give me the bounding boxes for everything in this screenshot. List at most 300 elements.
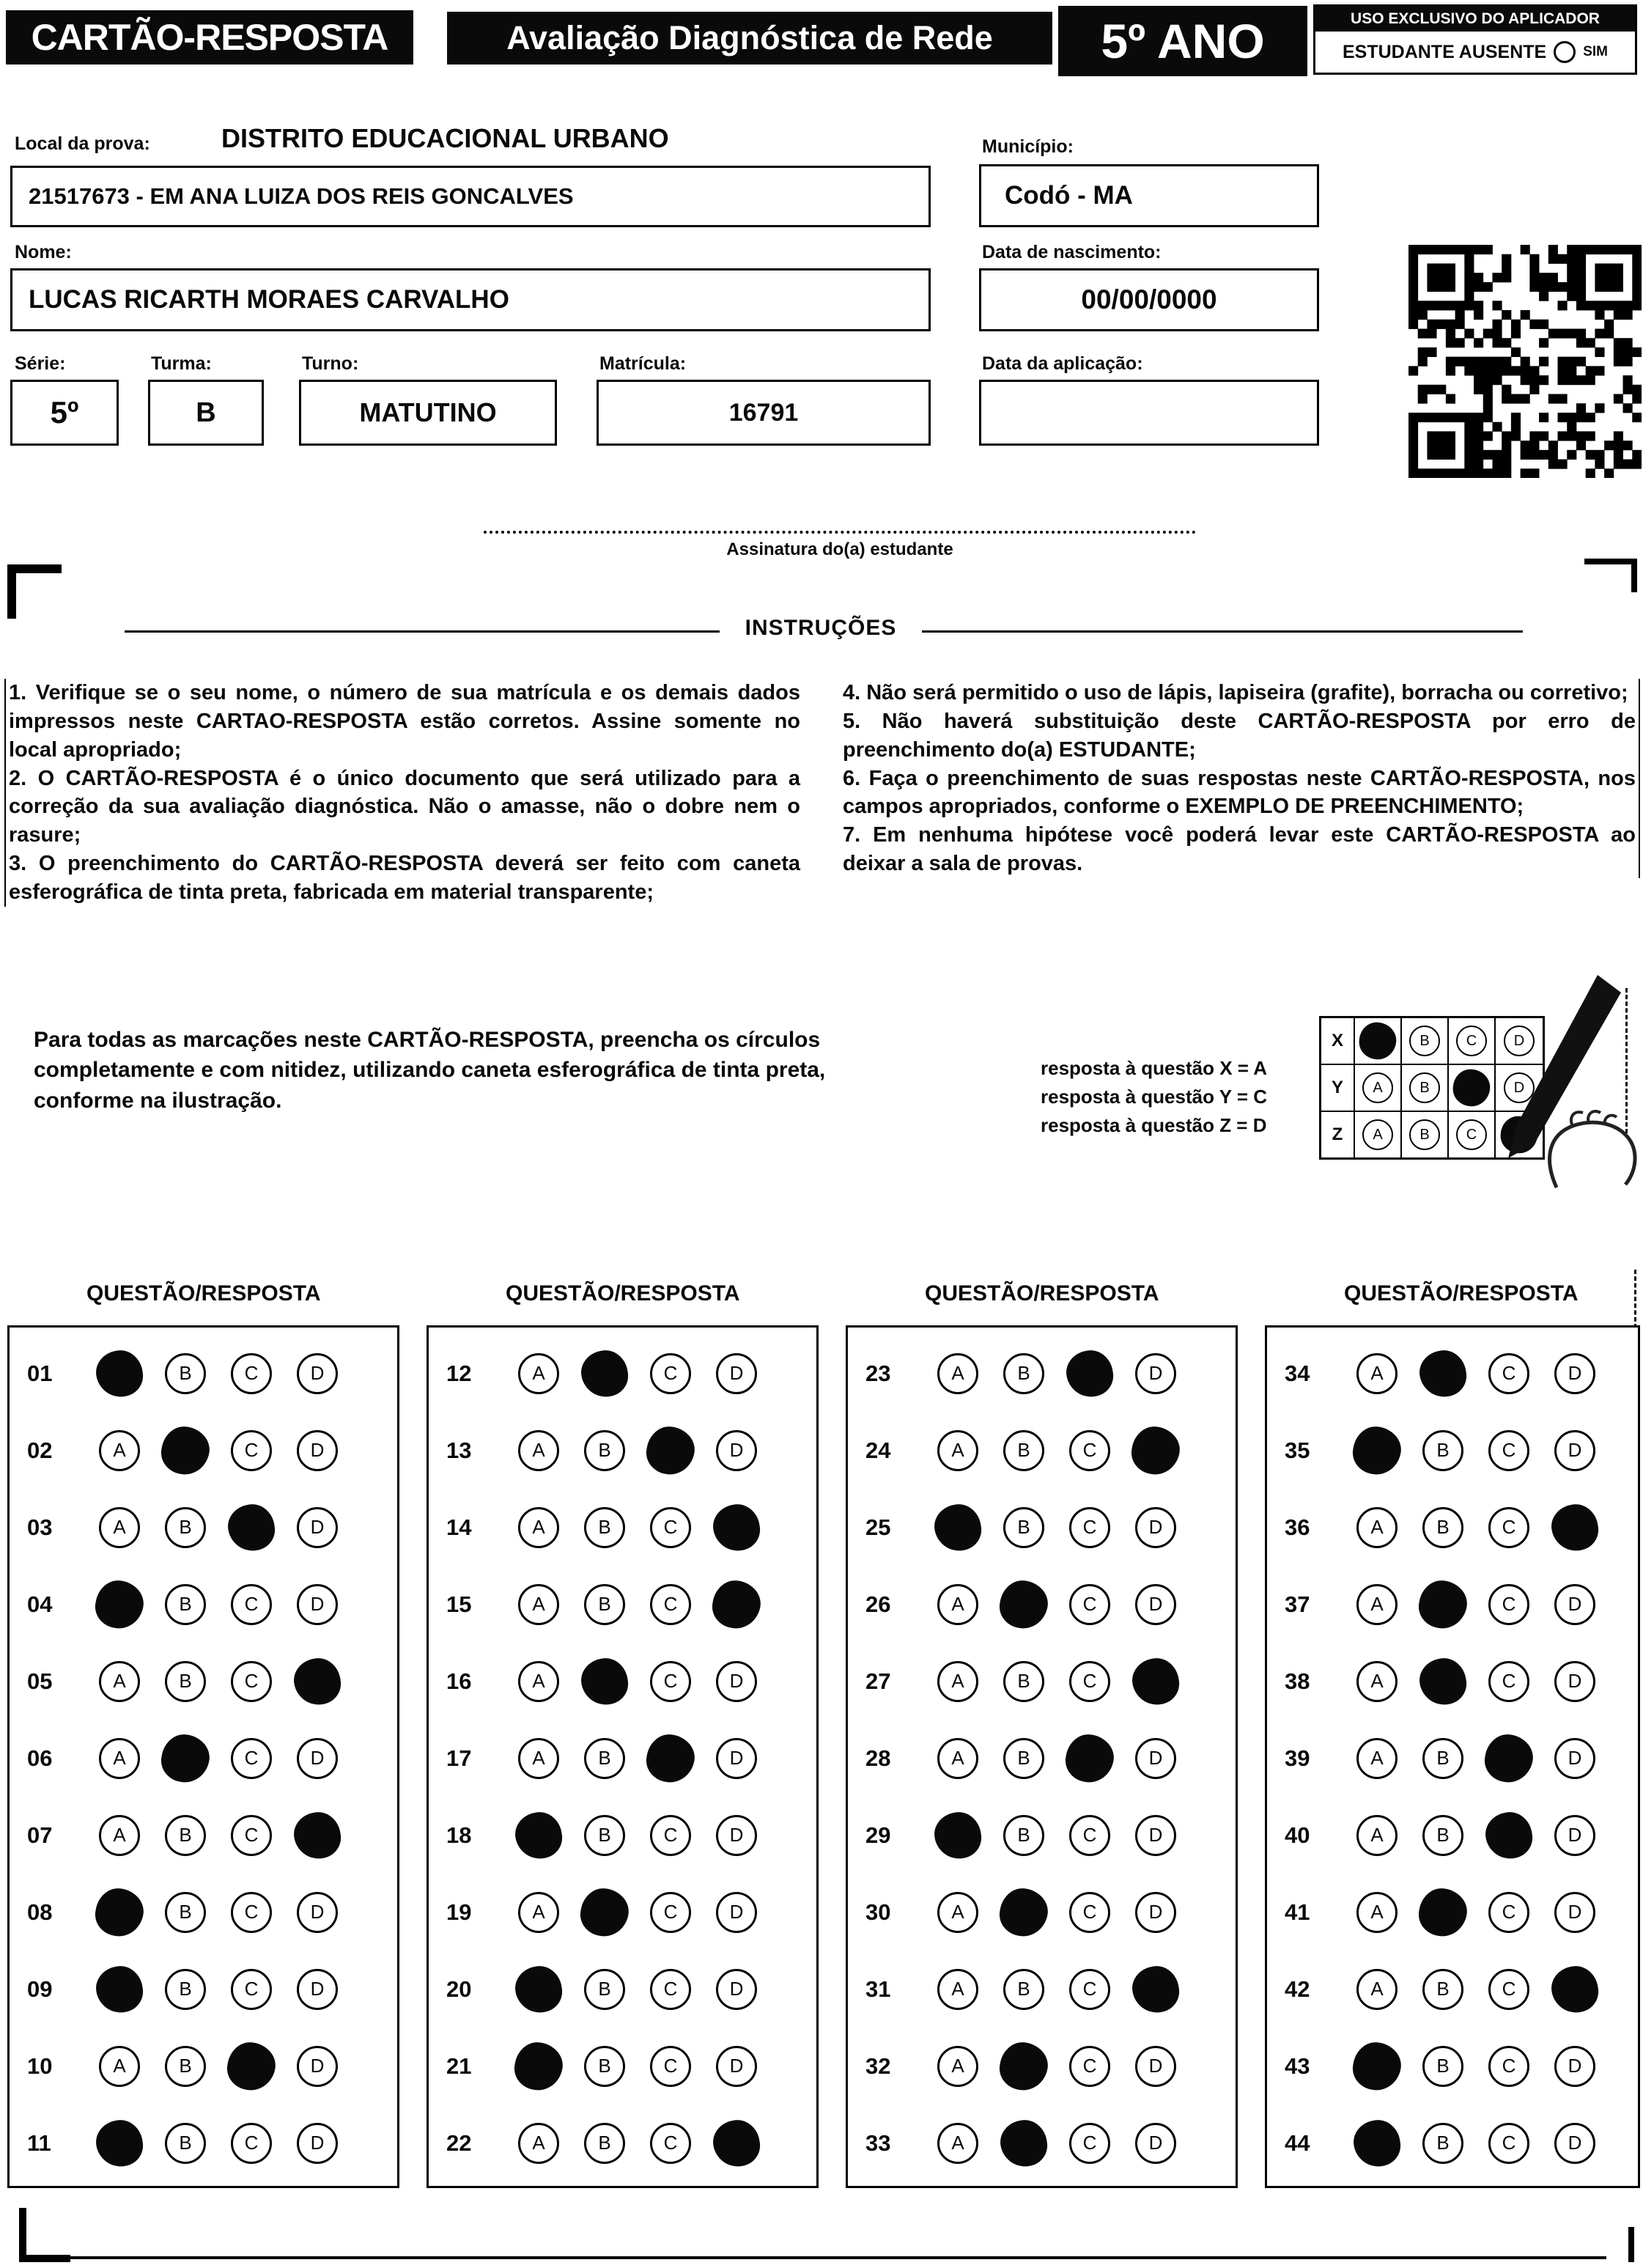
bubble-A[interactable]: A [1356,1661,1398,1702]
answer-row [10,1412,397,1489]
example-bubble-B: B [1409,1072,1440,1103]
instruction-item: 5. Não haverá substituição deste CARTÃO-RESPOSTA por erro de preenchimento do(a) ESTUDANTE; [843,709,1636,762]
answer-row [848,1797,1236,1874]
bubble-D[interactable]: D [1135,1584,1176,1625]
bubble-A[interactable]: A [99,1815,140,1856]
answer-row [10,1566,397,1643]
question-number: 09 [27,1976,53,2002]
question-number: 13 [446,1437,472,1463]
example-bubble-D: D [1504,1072,1535,1103]
example-cell [1402,1065,1449,1111]
bubble-D[interactable]: D [716,1353,757,1394]
instructions-title: INSTRUÇÕES [745,616,897,640]
bubble-B[interactable]: B [165,1661,206,1702]
question-number: 03 [27,1514,53,1540]
bubble-C-filled[interactable] [643,1731,698,1786]
nome-field: LUCAS RICARTH MORAES CARVALHO [10,268,931,331]
question-number: 32 [865,2052,891,2079]
bubble-B[interactable]: B [1003,1661,1044,1702]
example-bubble-B: B [1409,1119,1440,1150]
bubble-A-filled[interactable] [1349,2039,1404,2094]
bubble-D[interactable]: D [1554,2046,1595,2087]
bubble-B[interactable]: B [165,1815,206,1856]
bubble-C-filled[interactable] [1062,1731,1117,1786]
bubble-D[interactable]: D [1554,1353,1595,1394]
bubble-B[interactable]: B [1003,1738,1044,1779]
answer-row [1267,1566,1638,1643]
bubble-D[interactable]: D [297,1738,338,1779]
local-value: DISTRITO EDUCACIONAL URBANO [221,123,669,153]
bubble-A-filled[interactable] [92,1885,147,1940]
bubble-B[interactable]: B [1003,1815,1044,1856]
bubble-A[interactable]: A [937,2123,978,2164]
question-number: 30 [865,1899,891,1925]
bubble-A[interactable]: A [937,1969,978,2010]
instruction-item: 6. Faça o preenchimento de suas respostas neste CARTÃO-RESPOSTA, nos campos apropriados, conforme o EXEMPLO DE PREENCHIMENTO; [843,766,1636,819]
example-row-label: Z [1321,1112,1355,1157]
answer-row [848,2105,1236,2182]
applicator-box [1313,4,1637,75]
bubble-A[interactable]: A [937,1584,978,1625]
answer-row [429,1797,816,1874]
answer-row [848,1489,1236,1566]
bubble-B[interactable]: B [1422,1969,1463,2010]
question-number: 38 [1285,1668,1310,1694]
instructions-column-right [843,679,1640,878]
question-number: 35 [1285,1437,1310,1463]
example-cell [1355,1065,1402,1111]
bubble-C[interactable]: C [1069,1661,1110,1702]
bubble-A-filled[interactable] [93,1347,145,1399]
bubble-C[interactable]: C [650,1507,691,1548]
bubble-D[interactable]: D [716,2046,757,2087]
example-cell [1355,1018,1402,1064]
bubble-C[interactable]: C [650,1661,691,1702]
bubble-A-filled[interactable] [93,2117,145,2169]
bubble-C-filled[interactable] [1481,1731,1536,1786]
answer-row [429,1951,816,2028]
bubble-C[interactable]: C [1488,1661,1529,1702]
question-number: 40 [1285,1822,1310,1848]
question-number: 14 [446,1514,472,1540]
bubble-D[interactable]: D [297,1507,338,1548]
bubble-C[interactable]: C [231,1892,272,1933]
instruction-item: 3. O preenchimento do CARTÃO-RESPOSTA deverá ser feito com caneta esferográfica de tinta preta, fabricada em material transparente; [9,852,800,905]
bubble-B[interactable]: B [1422,1815,1463,1856]
answer-row [1267,2105,1638,2182]
bubble-D-filled[interactable] [1128,1423,1183,1478]
answer-row [848,2028,1236,2105]
bubble-A[interactable]: A [518,1507,559,1548]
bottom-border-line [64,2256,1606,2259]
bubble-B[interactable]: B [584,1430,625,1471]
bubble-B-filled[interactable] [578,1655,630,1707]
bubble-B[interactable]: B [165,1892,206,1933]
example-cell [1355,1112,1402,1157]
question-number: 29 [865,1822,891,1848]
bubble-A[interactable]: A [518,2123,559,2164]
turno-label: Turno: [302,353,359,374]
crop-mark-top-left [7,564,62,619]
bubble-A[interactable]: A [937,1353,978,1394]
question-number: 23 [865,1360,891,1386]
bubble-C[interactable]: C [231,2123,272,2164]
bubble-D[interactable]: D [297,2123,338,2164]
bubble-C[interactable]: C [650,2123,691,2164]
question-number: 11 [27,2129,51,2156]
bubble-A[interactable]: A [1356,1353,1398,1394]
answer-row [429,1720,816,1797]
bubble-D[interactable]: D [297,1892,338,1933]
question-number: 17 [446,1745,472,1771]
bubble-C[interactable]: C [650,1969,691,2010]
bubble-B[interactable]: B [1003,1507,1044,1548]
nascimento-field: 00/00/0000 [979,268,1319,331]
absent-option-label: SIM [1583,44,1609,59]
bubble-A[interactable]: A [937,1892,978,1933]
bubble-D[interactable]: D [716,1738,757,1779]
question-number: 31 [865,1976,891,2002]
bubble-A-filled[interactable] [93,1963,145,2015]
answer-row [429,2028,816,2105]
answer-row [10,1643,397,1720]
answer-grid-2 [427,1325,819,2188]
answer-row [429,1489,816,1566]
bubble-B[interactable]: B [1422,2046,1463,2087]
bubble-B[interactable]: B [165,2123,206,2164]
bubble-D[interactable]: D [1135,2046,1176,2087]
bubble-C[interactable]: C [1069,1584,1110,1625]
bubble-A[interactable]: A [99,1738,140,1779]
bubble-D[interactable]: D [716,1430,757,1471]
bubble-C[interactable]: C [1488,1353,1529,1394]
bubble-C[interactable]: C [650,1353,691,1394]
answer-grid-4 [1265,1325,1640,2188]
bubble-D[interactable]: D [297,2046,338,2087]
nome-label: Nome: [15,242,72,262]
bubble-D[interactable]: D [1554,1738,1595,1779]
bubble-A[interactable]: A [937,1738,978,1779]
school-field: 21517673 - EM ANA LUIZA DOS REIS GONCALVES [10,166,931,227]
bubble-B[interactable]: B [1422,1507,1463,1548]
bubble-A[interactable]: A [1356,1738,1398,1779]
bubble-B[interactable]: B [165,1353,206,1394]
question-number: 12 [446,1360,472,1386]
question-number: 44 [1285,2129,1310,2156]
answer-row [429,2105,816,2182]
example-bubble-D: D [1504,1026,1535,1056]
bubble-D[interactable]: D [1554,2123,1595,2164]
answer-row [1267,1874,1638,1951]
question-number: 10 [27,2052,53,2079]
answer-grid-1 [7,1325,399,2188]
bubble-D[interactable]: D [1554,1892,1595,1933]
matricula-field: 16791 [597,380,931,446]
legend-line: resposta à questão Y = C [1041,1086,1268,1108]
bubble-D-filled[interactable] [1129,1655,1181,1707]
question-number: 21 [446,2052,472,2079]
answer-row [848,1874,1236,1951]
bubble-C[interactable]: C [1488,1430,1529,1471]
absent-label: ESTUDANTE AUSENTE [1342,41,1547,62]
bubble-C[interactable]: C [1069,2046,1110,2087]
bubble-C-filled[interactable] [1483,1809,1535,1861]
bubble-B-filled[interactable] [1417,1655,1469,1707]
answer-row [1267,2028,1638,2105]
instruction-item: 4. Não será permitido o uso de lápis, lapiseira (grafite), borracha ou corretivo; [843,681,1628,704]
answer-row [10,1489,397,1566]
bubble-C[interactable]: C [1069,1815,1110,1856]
bubble-C-filled[interactable] [1063,1347,1115,1399]
bubble-C[interactable]: C [1488,1507,1529,1548]
bubble-D-filled[interactable] [710,1501,762,1553]
bubble-A[interactable]: A [1356,1892,1398,1933]
bubble-A[interactable]: A [99,1507,140,1548]
bubble-B[interactable]: B [584,2123,625,2164]
bubble-A-filled[interactable] [92,1577,147,1632]
question-number: 37 [1285,1591,1310,1617]
crop-mark-bottom-right [1628,2227,1634,2262]
bubble-D-filled[interactable] [1129,1963,1181,2015]
example-cell [1402,1018,1449,1064]
bubble-A[interactable]: A [518,1430,559,1471]
question-number: 24 [865,1437,891,1463]
bubble-B[interactable]: B [584,1815,625,1856]
card-title: CARTÃO-RESPOSTA [6,10,413,65]
bubble-A[interactable]: A [518,1584,559,1625]
bubble-C[interactable]: C [231,1584,272,1625]
serie-field: 5º [10,380,119,446]
bubble-C[interactable]: C [231,1430,272,1471]
bubble-A[interactable]: A [1356,1584,1398,1625]
matricula-label: Matrícula: [599,353,687,374]
question-number: 19 [446,1899,472,1925]
bubble-D[interactable]: D [716,1815,757,1856]
question-number: 27 [865,1668,891,1694]
bubble-D-filled[interactable] [291,1655,343,1707]
bubble-A-filled[interactable] [1349,1423,1404,1478]
question-response-header-2: QUESTÃO/RESPOSTA [506,1281,740,1306]
bubble-B-filled[interactable] [1415,1885,1470,1940]
bubble-B[interactable]: B [1003,1353,1044,1394]
bubble-C[interactable]: C [650,2046,691,2087]
bubble-C[interactable]: C [1488,1969,1529,2010]
answer-row [429,1412,816,1489]
bubble-C[interactable]: C [1069,1430,1110,1471]
bubble-B[interactable]: B [584,1584,625,1625]
bubble-A-filled[interactable] [512,1963,564,2015]
example-bubble-B: B [1409,1026,1440,1056]
serie-label: Série: [15,353,66,374]
answer-row [848,1720,1236,1797]
bubble-D[interactable]: D [716,1969,757,2010]
bubble-B-filled[interactable] [577,1885,632,1940]
question-number: 41 [1285,1899,1310,1925]
bubble-B-filled[interactable] [997,2117,1049,2169]
bubble-D[interactable]: D [1554,1430,1595,1471]
bubble-D-filled[interactable] [1548,1963,1600,2015]
absent-checkbox[interactable] [1554,41,1576,63]
municipio-field: Codó - MA [979,164,1319,227]
bubble-D-filled[interactable] [709,1577,764,1632]
bubble-D-filled[interactable] [710,2117,762,2169]
instruction-item: 2. O CARTÃO-RESPOSTA é o único documento que será utilizado para a correção da sua avaliação diagnóstica. Não o amasse, não o dobre nem o rasure; [9,766,800,847]
bubble-B[interactable]: B [584,1738,625,1779]
bubble-B-filled[interactable] [1415,1577,1470,1632]
answer-grid-3 [846,1325,1238,2188]
bubble-C[interactable]: C [1069,1507,1110,1548]
bubble-A-filled[interactable] [512,1809,564,1861]
bubble-C[interactable]: C [650,1892,691,1933]
question-number: 42 [1285,1976,1310,2002]
bubble-C[interactable]: C [1488,1892,1529,1933]
aplicacao-field[interactable] [979,380,1319,446]
bubble-B[interactable]: B [165,2046,206,2087]
question-number: 07 [27,1822,53,1848]
answer-row [10,1874,397,1951]
bubble-A[interactable]: A [937,1661,978,1702]
bubble-C[interactable]: C [231,1738,272,1779]
bubble-D-filled[interactable] [291,1809,343,1861]
bubble-A[interactable]: A [937,1430,978,1471]
bubble-B[interactable]: B [584,1507,625,1548]
bubble-D[interactable]: D [297,1430,338,1471]
municipio-label: Município: [982,136,1074,157]
answer-row [10,1335,397,1412]
bubble-A[interactable]: A [99,2046,140,2087]
bubble-C[interactable]: C [650,1815,691,1856]
bubble-A[interactable]: A [937,2046,978,2087]
bubble-C[interactable]: C [1488,2123,1529,2164]
bubble-D[interactable]: D [1554,1584,1595,1625]
question-number: 33 [865,2129,891,2156]
question-number: 06 [27,1745,53,1771]
legend-line: resposta à questão Z = D [1041,1114,1267,1136]
bubble-C-filled[interactable] [224,2039,278,2094]
bubble-A[interactable]: A [518,1892,559,1933]
bubble-B-filled[interactable] [1417,1347,1469,1399]
question-number: 02 [27,1437,53,1463]
bubble-B[interactable]: B [165,1507,206,1548]
bubble-C[interactable]: C [231,1815,272,1856]
bubble-A-filled[interactable] [931,1809,983,1861]
signature-line[interactable] [484,531,1196,534]
bubble-A[interactable]: A [518,1661,559,1702]
bubble-D[interactable]: D [1135,1892,1176,1933]
question-number: 36 [1285,1514,1310,1540]
bubble-D[interactable]: D [1135,1815,1176,1856]
question-number: 15 [446,1591,472,1617]
bubble-D[interactable]: D [716,1661,757,1702]
legend-line: resposta à questão X = A [1041,1057,1267,1079]
question-number: 28 [865,1745,891,1771]
bubble-D[interactable]: D [1135,2123,1176,2164]
bubble-C[interactable]: C [1069,2123,1110,2164]
bubble-C[interactable]: C [1069,1969,1110,2010]
bubble-A[interactable]: A [1356,1815,1398,1856]
bubble-A[interactable]: A [99,1430,140,1471]
example-bubble-A: A [1362,1072,1393,1103]
answer-row [429,1643,816,1720]
answer-row [10,1720,397,1797]
bubble-B[interactable]: B [1003,1969,1044,2010]
instructions-rule-left [125,630,720,633]
answer-row [1267,1335,1638,1412]
bubble-B-filled[interactable] [578,1347,630,1399]
bubble-B[interactable]: B [584,2046,625,2087]
bubble-C[interactable]: C [231,1353,272,1394]
bubble-C[interactable]: C [231,1969,272,2010]
instructions-column-left [4,679,800,907]
question-response-header-1: QUESTÃO/RESPOSTA [86,1281,321,1306]
fill-note: Para todas as marcações neste CARTÃO-RESPOSTA, preencha os círculos completamente e com nitidez, utilizando caneta esferográfica de tinta preta, conforme na ilustração. [34,1028,826,1113]
answer-row [848,1412,1236,1489]
example-row-label: Y [1321,1065,1355,1111]
answer-row [10,1951,397,2028]
bubble-B[interactable]: B [1422,2123,1463,2164]
bubble-A-filled[interactable] [1351,2117,1403,2169]
bubble-D[interactable]: D [297,1969,338,2010]
bubble-C-filled[interactable] [643,1423,698,1478]
bubble-D[interactable]: D [1135,1738,1176,1779]
bubble-C[interactable]: C [1488,2046,1529,2087]
bubble-A[interactable]: A [518,1353,559,1394]
bubble-B[interactable]: B [165,1584,206,1625]
turma-label: Turma: [151,353,212,374]
bubble-D[interactable]: D [1135,1507,1176,1548]
bubble-B[interactable]: B [584,1969,625,2010]
bubble-A-filled[interactable] [931,1501,983,1553]
bubble-B[interactable]: B [1422,1430,1463,1471]
bubble-B[interactable]: B [1003,1430,1044,1471]
question-number: 26 [865,1591,891,1617]
question-number: 20 [446,1976,472,2002]
bubble-D[interactable]: D [297,1584,338,1625]
bubble-C[interactable]: C [1069,1892,1110,1933]
bubble-D[interactable]: D [1135,1353,1176,1394]
bubble-C[interactable]: C [1488,1584,1529,1625]
bubble-C[interactable]: C [650,1584,691,1625]
bubble-A[interactable]: A [99,1661,140,1702]
example-bubble-C: C [1456,1119,1487,1150]
bubble-B-filled[interactable] [158,1423,213,1478]
bubble-B[interactable]: B [165,1969,206,2010]
bubble-D[interactable]: D [1554,1815,1595,1856]
bubble-D[interactable]: D [716,1892,757,1933]
answer-row [1267,1797,1638,1874]
turno-field: MATUTINO [299,380,557,446]
bubble-B[interactable]: B [1422,1738,1463,1779]
bubble-A[interactable]: A [518,1738,559,1779]
bubble-A[interactable]: A [1356,1969,1398,2010]
bubble-D[interactable]: D [297,1353,338,1394]
bubble-B-filled[interactable] [996,1577,1051,1632]
bubble-D-filled[interactable] [1548,1501,1600,1553]
answer-row [429,1335,816,1412]
bubble-A-filled[interactable] [511,2039,566,2094]
bubble-C[interactable]: C [231,1661,272,1702]
bubble-B-filled[interactable] [996,1885,1051,1940]
bubble-B-filled[interactable] [996,2039,1051,2094]
bubble-D[interactable]: D [1554,1661,1595,1702]
question-response-header-3: QUESTÃO/RESPOSTA [925,1281,1159,1306]
bubble-A[interactable]: A [1356,1507,1398,1548]
question-number: 22 [446,2129,472,2156]
answer-row [848,1566,1236,1643]
bubble-B-filled[interactable] [158,1731,213,1786]
bubble-C-filled[interactable] [225,1501,277,1553]
question-number: 39 [1285,1745,1310,1771]
